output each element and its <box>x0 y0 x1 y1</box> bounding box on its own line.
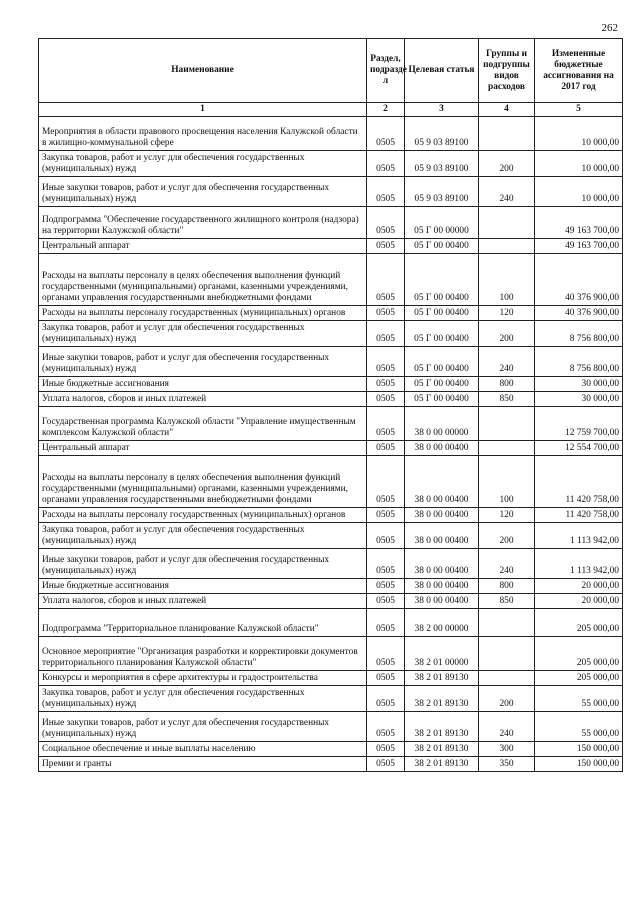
column-number: 2 <box>367 103 405 117</box>
table-row <box>39 712 623 742</box>
table-row <box>39 177 623 207</box>
row-section: 0505 <box>367 117 405 151</box>
row-group: 240 <box>479 347 535 377</box>
row-amount: 10 000,00 <box>535 117 623 151</box>
row-section: 0505 <box>367 151 405 177</box>
row-target: 38 0 00 00400 <box>405 549 479 579</box>
table-row <box>39 407 623 441</box>
row-amount: 150 000,00 <box>535 757 623 772</box>
row-group: 100 <box>479 254 535 306</box>
row-group: 120 <box>479 508 535 523</box>
row-section: 0505 <box>367 712 405 742</box>
row-section: 0505 <box>367 742 405 757</box>
row-group: 200 <box>479 321 535 347</box>
table-row <box>39 441 623 456</box>
row-group <box>479 671 535 686</box>
row-target: 05 Г 00 00400 <box>405 377 479 392</box>
row-group <box>479 207 535 239</box>
column-number: 5 <box>535 103 623 117</box>
row-name: Конкурсы и мероприятия в сфере архитектуры и градостроительства <box>39 671 367 686</box>
row-name: Уплата налогов, сборов и иных платежей <box>39 594 367 609</box>
row-amount: 55 000,00 <box>535 712 623 742</box>
row-name: Иные закупки товаров, работ и услуг для обеспечения государственных (муниципальных) нужд <box>39 549 367 579</box>
row-amount: 30 000,00 <box>535 392 623 407</box>
row-group: 850 <box>479 392 535 407</box>
row-group: 200 <box>479 686 535 712</box>
row-target: 38 0 00 00000 <box>405 407 479 441</box>
row-section: 0505 <box>367 637 405 671</box>
row-target: 38 0 00 00400 <box>405 579 479 594</box>
row-amount: 205 000,00 <box>535 671 623 686</box>
row-section: 0505 <box>367 609 405 637</box>
row-amount: 11 420 758,00 <box>535 456 623 508</box>
row-target: 38 2 01 89130 <box>405 742 479 757</box>
row-target: 38 0 00 00400 <box>405 523 479 549</box>
row-amount: 8 756 800,00 <box>535 321 623 347</box>
row-section: 0505 <box>367 508 405 523</box>
row-name: Центральный аппарат <box>39 239 367 254</box>
row-name: Мероприятия в области правового просвещения населения Калужской области в жилищно-коммунальной сфере <box>39 117 367 151</box>
table-row <box>39 456 623 508</box>
row-target: 05 Г 00 00400 <box>405 239 479 254</box>
row-group <box>479 117 535 151</box>
row-target: 38 2 01 89130 <box>405 686 479 712</box>
row-target: 05 9 03 89100 <box>405 151 479 177</box>
row-name: Подпрограмма "Территориальное планирование Калужской области" <box>39 609 367 637</box>
table-row <box>39 637 623 671</box>
row-name: Закупка товаров, работ и услуг для обеспечения государственных (муниципальных) нужд <box>39 686 367 712</box>
row-amount: 55 000,00 <box>535 686 623 712</box>
row-section: 0505 <box>367 407 405 441</box>
row-section: 0505 <box>367 549 405 579</box>
row-section: 0505 <box>367 441 405 456</box>
row-amount: 20 000,00 <box>535 594 623 609</box>
table-row <box>39 306 623 321</box>
row-target: 38 2 01 00000 <box>405 637 479 671</box>
row-name: Иные закупки товаров, работ и услуг для обеспечения государственных (муниципальных) нужд <box>39 177 367 207</box>
row-section: 0505 <box>367 523 405 549</box>
row-name: Центральный аппарат <box>39 441 367 456</box>
row-group: 100 <box>479 456 535 508</box>
row-name: Расходы на выплаты персоналу государственных (муниципальных) органов <box>39 508 367 523</box>
table-row <box>39 609 623 637</box>
table-row <box>39 523 623 549</box>
row-target: 05 Г 00 00400 <box>405 347 479 377</box>
row-target: 38 0 00 00400 <box>405 441 479 456</box>
row-amount: 205 000,00 <box>535 609 623 637</box>
row-target: 05 9 03 89100 <box>405 117 479 151</box>
row-group: 200 <box>479 523 535 549</box>
row-target: 38 0 00 00400 <box>405 456 479 508</box>
table-row <box>39 347 623 377</box>
row-amount: 12 759 700,00 <box>535 407 623 441</box>
table-row <box>39 594 623 609</box>
row-target: 05 Г 00 00400 <box>405 321 479 347</box>
row-target: 38 2 01 89130 <box>405 712 479 742</box>
row-amount: 49 163 700,00 <box>535 239 623 254</box>
table-row <box>39 151 623 177</box>
table-row <box>39 579 623 594</box>
row-section: 0505 <box>367 579 405 594</box>
row-amount: 10 000,00 <box>535 177 623 207</box>
row-target: 05 Г 00 00400 <box>405 306 479 321</box>
row-name: Иные закупки товаров, работ и услуг для обеспечения государственных (муниципальных) нужд <box>39 347 367 377</box>
column-number-row <box>39 103 623 117</box>
header-target: Целевая статья <box>405 39 479 103</box>
row-amount: 12 554 700,00 <box>535 441 623 456</box>
table-row <box>39 254 623 306</box>
row-group <box>479 407 535 441</box>
row-target: 38 2 00 00000 <box>405 609 479 637</box>
row-group: 800 <box>479 579 535 594</box>
row-group: 240 <box>479 177 535 207</box>
page-number: 262 <box>601 22 618 34</box>
table-row <box>39 508 623 523</box>
table-row <box>39 549 623 579</box>
row-amount: 205 000,00 <box>535 637 623 671</box>
row-target: 05 Г 00 00000 <box>405 207 479 239</box>
row-amount: 10 000,00 <box>535 151 623 177</box>
row-name: Премии и гранты <box>39 757 367 772</box>
table-row <box>39 671 623 686</box>
table-row <box>39 686 623 712</box>
row-target: 38 2 01 89130 <box>405 671 479 686</box>
row-amount: 30 000,00 <box>535 377 623 392</box>
row-name: Расходы на выплаты персоналу в целях обеспечения выполнения функций государственными (муниципальными) органами, казенными учреждениями, органами управления государственными внебюджетными фондами <box>39 254 367 306</box>
row-section: 0505 <box>367 254 405 306</box>
row-target: 38 0 00 00400 <box>405 594 479 609</box>
row-target: 05 Г 00 00400 <box>405 254 479 306</box>
row-section: 0505 <box>367 392 405 407</box>
row-name: Иные закупки товаров, работ и услуг для обеспечения государственных (муниципальных) нужд <box>39 712 367 742</box>
row-group: 300 <box>479 742 535 757</box>
row-group <box>479 609 535 637</box>
row-target: 38 0 00 00400 <box>405 508 479 523</box>
row-amount: 150 000,00 <box>535 742 623 757</box>
row-target: 38 2 01 89130 <box>405 757 479 772</box>
row-group: 240 <box>479 549 535 579</box>
row-name: Закупка товаров, работ и услуг для обеспечения государственных (муниципальных) нужд <box>39 523 367 549</box>
column-number: 1 <box>39 103 367 117</box>
row-amount: 49 163 700,00 <box>535 207 623 239</box>
table-row <box>39 239 623 254</box>
table-row <box>39 207 623 239</box>
row-group <box>479 239 535 254</box>
row-group: 350 <box>479 757 535 772</box>
row-name: Уплата налогов, сборов и иных платежей <box>39 392 367 407</box>
table-row <box>39 757 623 772</box>
row-group: 120 <box>479 306 535 321</box>
row-section: 0505 <box>367 239 405 254</box>
header-name: Наименование <box>39 39 367 103</box>
header-section: Раздел, подразде л <box>367 39 405 103</box>
column-number: 3 <box>405 103 479 117</box>
row-group <box>479 441 535 456</box>
row-section: 0505 <box>367 377 405 392</box>
row-group: 200 <box>479 151 535 177</box>
column-number: 4 <box>479 103 535 117</box>
row-section: 0505 <box>367 456 405 508</box>
row-section: 0505 <box>367 594 405 609</box>
table-row <box>39 377 623 392</box>
table-row <box>39 117 623 151</box>
table-row <box>39 392 623 407</box>
row-group: 800 <box>479 377 535 392</box>
header-groups: Группы и подгруппы видов расходов <box>479 39 535 103</box>
row-amount: 1 113 942,00 <box>535 549 623 579</box>
row-amount: 40 376 900,00 <box>535 254 623 306</box>
row-section: 0505 <box>367 686 405 712</box>
row-name: Основное мероприятие "Организация разработки и корректировки документов территориального планирования Калужской области" <box>39 637 367 671</box>
header-amount: Измененные бюджетные ассигнования на 2017 год <box>535 39 623 103</box>
row-target: 05 9 03 89100 <box>405 177 479 207</box>
budget-table <box>38 38 623 772</box>
row-section: 0505 <box>367 306 405 321</box>
row-name: Государственная программа Калужской области "Управление имущественным комплексом Калужской области" <box>39 407 367 441</box>
row-name: Закупка товаров, работ и услуг для обеспечения государственных (муниципальных) нужд <box>39 151 367 177</box>
row-section: 0505 <box>367 347 405 377</box>
row-group <box>479 637 535 671</box>
row-section: 0505 <box>367 321 405 347</box>
row-amount: 11 420 758,00 <box>535 508 623 523</box>
table-row <box>39 321 623 347</box>
row-group: 240 <box>479 712 535 742</box>
header-row <box>39 39 623 103</box>
row-name: Расходы на выплаты персоналу государственных (муниципальных) органов <box>39 306 367 321</box>
row-name: Иные бюджетные ассигнования <box>39 579 367 594</box>
row-section: 0505 <box>367 757 405 772</box>
row-section: 0505 <box>367 177 405 207</box>
row-name: Закупка товаров, работ и услуг для обеспечения государственных (муниципальных) нужд <box>39 321 367 347</box>
row-name: Социальное обеспечение и иные выплаты населению <box>39 742 367 757</box>
row-name: Иные бюджетные ассигнования <box>39 377 367 392</box>
table-row <box>39 742 623 757</box>
row-section: 0505 <box>367 207 405 239</box>
row-section: 0505 <box>367 671 405 686</box>
row-group: 850 <box>479 594 535 609</box>
row-amount: 20 000,00 <box>535 579 623 594</box>
row-amount: 8 756 800,00 <box>535 347 623 377</box>
row-name: Расходы на выплаты персоналу в целях обеспечения выполнения функций государственными (муниципальными) органами, казенными учреждениями, органами управления государственными внебюджетными фондами <box>39 456 367 508</box>
row-name: Подпрограмма "Обеспечение государственного жилищного контроля (надзора) на территории Калужской области" <box>39 207 367 239</box>
row-amount: 1 113 942,00 <box>535 523 623 549</box>
row-target: 05 Г 00 00400 <box>405 392 479 407</box>
row-amount: 40 376 900,00 <box>535 306 623 321</box>
